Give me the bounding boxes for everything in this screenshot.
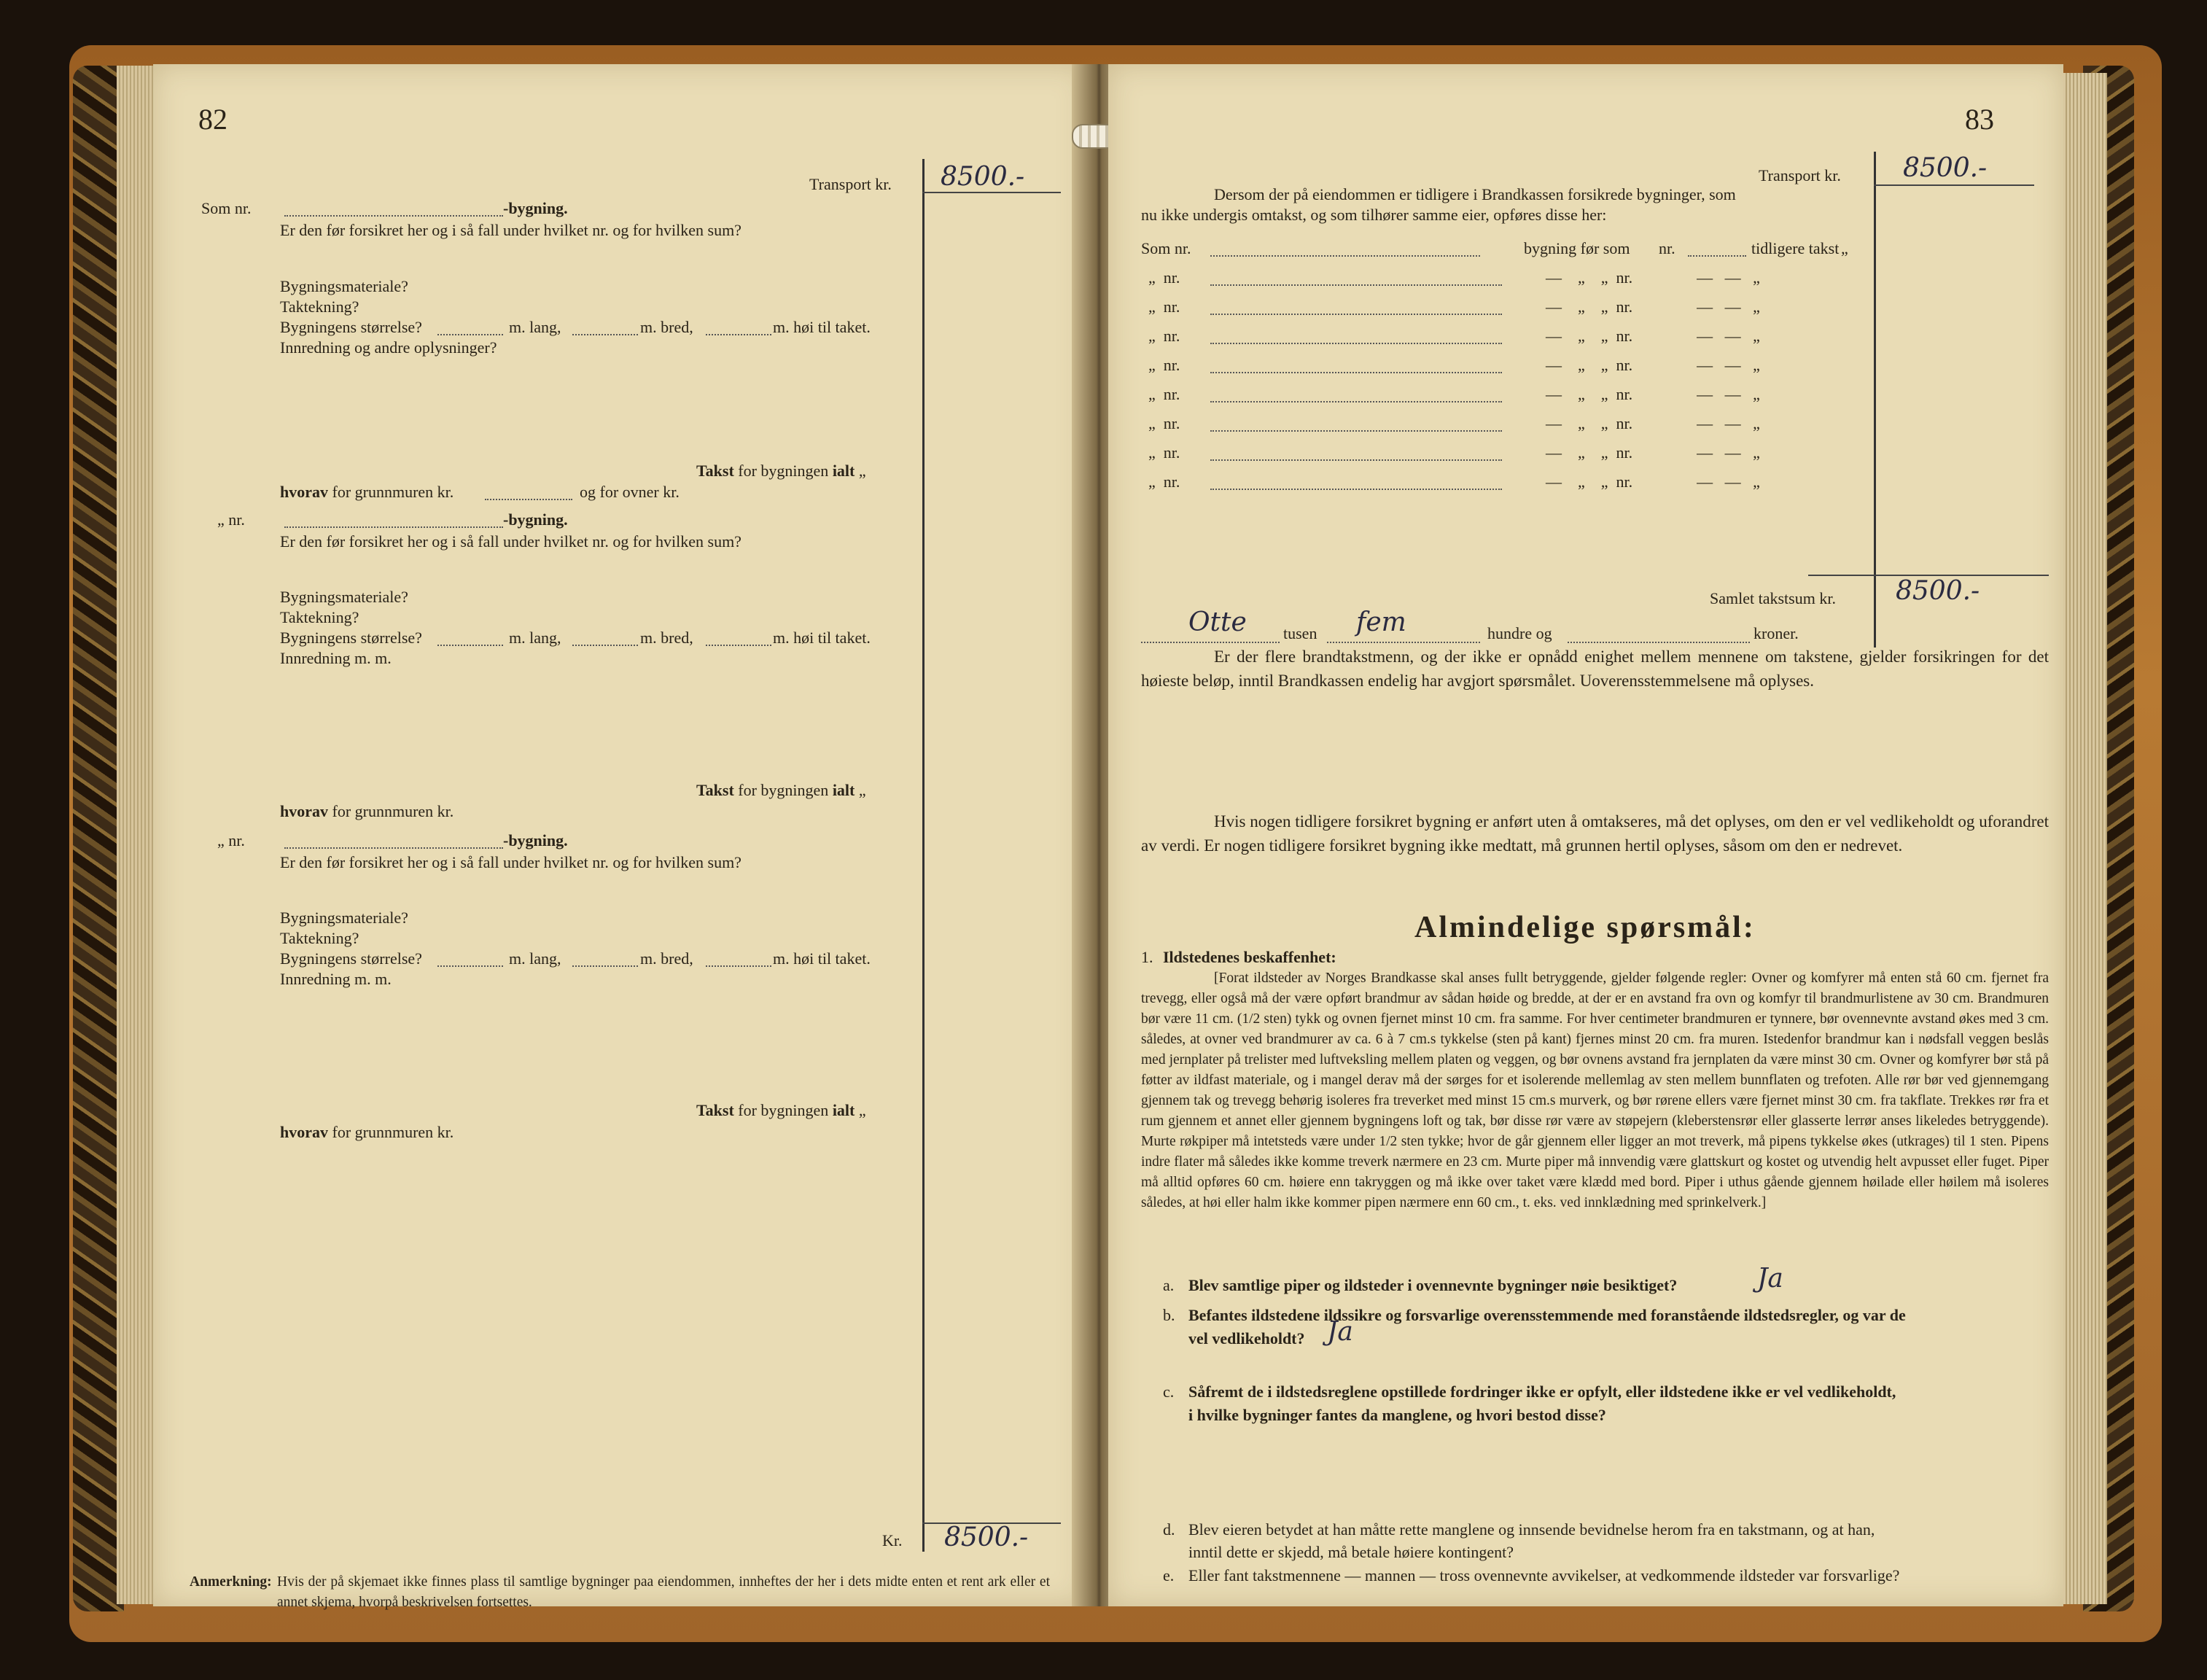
- takst-line: Takst for bygningen ialt „: [696, 781, 866, 799]
- qc-question-line1: Såfremt de i ildstedsreglene opstillede fordringer ikke er opfylt, eller ildstedene ikke er vel vedlikeholdt,: [1188, 1382, 1896, 1401]
- transport-value: 8500.-: [1903, 153, 1988, 183]
- table-row-tail: — „ „ nr. — — „: [1546, 268, 1760, 287]
- intro-line-2: nu ikke undergis omtakst, og som tilhører samme eier, opføres disse her:: [1141, 206, 1607, 224]
- innredning-label: Innredning m. m.: [280, 649, 392, 667]
- table-row: „ nr.: [1148, 472, 1180, 491]
- amount-column-rule: [1874, 152, 1876, 648]
- samlet-value: 8500.-: [1896, 576, 1980, 606]
- dotted-field: [437, 643, 503, 646]
- dotted-field: [1210, 458, 1502, 461]
- forsikret-question: Er den før forsikret her og i så fall under hvilket nr. og for hvilken sum?: [280, 221, 741, 239]
- bygning-label: -bygning.: [503, 831, 568, 849]
- dotted-field: [1210, 254, 1480, 257]
- transport-label: Transport kr.: [1759, 166, 1841, 184]
- qe-question: Eller fant takstmennene — mannen — tross ovennevnte avvikelser, at vedkommende ildsteder var forsvarlige?: [1188, 1566, 1900, 1584]
- som-nr-label: Som nr.: [201, 199, 252, 217]
- hvorav-line: hvorav for grunnmuren kr.: [280, 1123, 454, 1141]
- taktekning-label: Taktekning?: [280, 929, 359, 947]
- dotted-field: [572, 964, 638, 967]
- dotted-field: [284, 525, 503, 528]
- dotted-field: [437, 332, 503, 335]
- table-bygning-for: bygning før som: [1524, 239, 1630, 257]
- storrelse-label: Bygningens størrelse?: [280, 629, 422, 647]
- table-row-tail: — „ „ nr. — — „: [1546, 414, 1760, 432]
- page-number-left: 82: [198, 103, 227, 136]
- dotted-field: [1210, 487, 1502, 490]
- amount-column-rule: [922, 159, 925, 1552]
- anmerkning-label: Anmerkning:: [190, 1574, 272, 1590]
- hvorav-line: hvorav for grunnmuren kr.: [280, 483, 454, 501]
- dotted-field: [1568, 640, 1750, 643]
- q1-number: 1.: [1141, 948, 1153, 966]
- lang-label: m. lang,: [509, 949, 561, 968]
- materiale-label: Bygningsmateriale?: [280, 909, 408, 927]
- dotted-field: [1210, 400, 1502, 402]
- qd-question-line1: Blev eieren betydet at han måtte rette manglene og innsende bevidnelse herom fra en takstmann, og at han,: [1188, 1520, 1875, 1539]
- table-row: „ nr.: [1148, 414, 1180, 432]
- dotted-field: [485, 497, 572, 500]
- som-nr-label: „ nr.: [217, 510, 245, 529]
- dotted-field: [706, 964, 771, 967]
- handwritten-thousands: Otte: [1188, 607, 1247, 637]
- dotted-field: [437, 964, 503, 967]
- dotted-field: [1688, 254, 1746, 257]
- q1-title: Ildstedenes beskaffenhet:: [1163, 948, 1336, 966]
- dotted-field: [1327, 640, 1480, 643]
- ovner-label: og for ovner kr.: [580, 483, 680, 501]
- innredning-label: Innredning og andre oplysninger?: [280, 338, 497, 357]
- materiale-label: Bygningsmateriale?: [280, 588, 408, 606]
- bred-label: m. bred,: [640, 949, 693, 968]
- dotted-field: [1210, 429, 1502, 432]
- dotted-field: [284, 846, 503, 849]
- table-row-tail: — „ „ nr. — — „: [1546, 443, 1760, 462]
- paragraph-flere-takstmenn: Er der flere brandtakstmenn, og der ikke er opnådd enighet mellem mennene om takstene, gjelder forsikringen for det høieste beløp, inntil Brandkassen endelig har avgjort spørsmålet. Uoverensstemmelsene må oplyses.: [1141, 648, 2049, 690]
- table-row: „ nr.: [1148, 443, 1180, 462]
- qd-question-line2: inntil dette er skjedd, må betale høiere kontingent?: [1188, 1543, 1514, 1561]
- q1-rules-text: [Forat ildsteder av Norges Brandkasse skal anses fullt betryggende, gjelder følgende regler: Ovner og komfyrer må enten stå 60 cm. fjernet fra trevegg, eller også må der være opført brandmur av sådan høide og bredde, at der er en avstand fra ovn og komfyr til brandmurlistene av 30 cm. Brandmuren bør være 11 cm. (1/2 sten) tykk og ovnen fjernet minst 10 cm. fra samme. For hver centimeter brandmuren er tynnere, bør ovennevnte avstand økes med 3 cm. således, at ovner ved brandmurer av ca. 6 à 7 cm.s tykkelse (sten på kant) fjernes minst 20 cm. fra muren. Istedenfor brandmur kan i nødsfall veggen beslås med jernplater på trelister med luftveksling mellem platen og veggen, og bør ovnens avstand fra jernplaten da være minst 30 cm. Ovner og komfyrer bør stå på føtter av ildfast materiale, og i mangel derav må der sørges for et isolerende mellemlag av sten mellem bunnflaten og trefoten. Alle rør bør ved gjennemgang gjennem tak og trevegg behørig isoleres fra treverket med minst 15 cm.s murverk, og bør rørene ellers være fjernet minst 30 cm. fra takflate. Trekkes rør fra et rum gjennem et annet eller gjennem bygningens loft og tak, bør disse rør være av støpejern (kleberstensrør eller glasserte lerrør anses likeledes betryggende). Murte røkpiper må intetsteds være under 1/2 sten tykke; hvor de går gjennem eller ligger an mot treverk, må pipens tykkelse økes (utkrages) til 1 sten. Pipens indre flater må således ikke komme treverk nærmere en 23 cm. Murte piper må innvendig være glattskurt og kostet og utvendig helt avpusset eller fuget. Piper må alltid opføres 60 cm. høiere enn takryggen og må ikke over taket være klædd med bord. Piper i uthus gående gjennem høilade eller høilem må isoleres således, at høi eller halm ikke kommer pipen nærmere enn 60 cm., t. eks. ved innklædning med sprinkelverk.]: [1141, 971, 2049, 1210]
- transport-value: 8500.-: [941, 162, 1025, 192]
- table-nr: nr.: [1659, 239, 1675, 257]
- lang-label: m. lang,: [509, 318, 561, 336]
- lang-label: m. lang,: [509, 629, 561, 647]
- bygning-label: -bygning.: [503, 510, 568, 529]
- table-row-tail: — „ „ nr. — — „: [1546, 327, 1760, 345]
- table-row-tail: — „ „ nr. — — „: [1546, 472, 1760, 491]
- qb-letter: b.: [1163, 1306, 1175, 1324]
- table-row: „ nr.: [1148, 385, 1180, 403]
- takst-line: Takst for bygningen ialt „: [696, 462, 866, 480]
- hoi-label: m. høi til taket.: [773, 629, 871, 647]
- dotted-field: [572, 643, 638, 646]
- table-som-nr: Som nr.: [1141, 239, 1191, 257]
- taktekning-label: Taktekning?: [280, 298, 359, 316]
- transport-label: Transport kr.: [809, 175, 892, 193]
- forsikret-question: Er den før forsikret her og i så fall under hvilket nr. og for hvilken sum?: [280, 532, 741, 551]
- materiale-label: Bygningsmateriale?: [280, 277, 408, 295]
- dotted-field: [1210, 283, 1502, 286]
- table-quote: „: [1841, 239, 1848, 257]
- transport-rule: [1874, 184, 2034, 186]
- qd-letter: d.: [1163, 1520, 1175, 1539]
- qe-letter: e.: [1163, 1566, 1175, 1584]
- right-page: [1108, 64, 2063, 1606]
- hvorav-line: hvorav for grunnmuren kr.: [280, 802, 454, 820]
- storrelse-label: Bygningens størrelse?: [280, 949, 422, 968]
- dotted-field: [1210, 370, 1502, 373]
- som-nr-label: „ nr.: [217, 831, 245, 849]
- paragraph-hvis-nogen: Hvis nogen tidligere forsikret bygning er anført uten å omtakseres, må det oplyses, om den er vel vedlikeholdt og uforandret av verdi. Er nogen tidligere forsikret bygning ikke medtatt, må grunnen hertil oplyses, såsom om den er nedrevet.: [1141, 812, 2049, 855]
- table-row: „ nr.: [1148, 327, 1180, 345]
- dotted-field: [284, 214, 503, 217]
- handwritten-hundreds: fem: [1356, 607, 1406, 637]
- table-row: „ nr.: [1148, 298, 1180, 316]
- left-page: [153, 64, 1086, 1610]
- dotted-field: [706, 643, 771, 646]
- taktekning-label: Taktekning?: [280, 608, 359, 626]
- anmerkning-text: Hvis der på skjemaet ikke finnes plass til samtlige bygninger paa eiendommen, innheftes der her i dets midte enten et rent ark eller et annet skjema, hvorpå beskrivelsen fortsettes.: [277, 1574, 1050, 1610]
- hoi-label: m. høi til taket.: [773, 949, 871, 968]
- takst-line: Takst for bygningen ialt „: [696, 1101, 866, 1119]
- table-row: „ nr.: [1148, 268, 1180, 287]
- table-row-tail: — „ „ nr. — — „: [1546, 385, 1760, 403]
- bred-label: m. bred,: [640, 318, 693, 336]
- hundre-og-label: hundre og: [1487, 624, 1552, 642]
- page-number-right: 83: [1965, 103, 1994, 136]
- forsikret-question: Er den før forsikret her og i så fall under hvilket nr. og for hvilken sum?: [280, 853, 741, 871]
- table-row-tail: — „ „ nr. — — „: [1546, 298, 1760, 316]
- transport-rule: [922, 192, 1061, 193]
- qa-letter: a.: [1163, 1276, 1175, 1294]
- qb-question-line1: Befantes ildstedene ildssikre og forsvarlige overensstemmende med foranstående ildstedsregler, og var de: [1188, 1306, 1906, 1324]
- kr-value: 8500.-: [944, 1522, 1029, 1552]
- qb-question-line2: vel vedlikeholdt?: [1188, 1329, 1305, 1348]
- qb-handwritten-answer: Ja: [1327, 1317, 1353, 1347]
- qc-question-line2: i hvilke bygninger fantes da manglene, og hvori bestod disse?: [1188, 1406, 1606, 1424]
- dotted-field: [1210, 312, 1502, 315]
- qc-letter: c.: [1163, 1382, 1175, 1401]
- bred-label: m. bred,: [640, 629, 693, 647]
- samlet-label: Samlet takstsum kr.: [1710, 589, 1836, 607]
- section-heading: Almindelige spørsmål:: [1414, 911, 1756, 944]
- dotted-field: [1210, 341, 1502, 344]
- storrelse-label: Bygningens størrelse?: [280, 318, 422, 336]
- page-stack-right: [2056, 73, 2107, 1604]
- tusen-label: tusen: [1283, 624, 1317, 642]
- qa-question: Blev samtlige piper og ildsteder i ovennevnte bygninger nøie besiktiget?: [1188, 1276, 1678, 1294]
- table-row: „ nr.: [1148, 356, 1180, 374]
- hoi-label: m. høi til taket.: [773, 318, 871, 336]
- qa-handwritten-answer: Ja: [1757, 1264, 1783, 1294]
- table-tidligere-takst: tidligere takst: [1751, 239, 1840, 257]
- dotted-field: [1141, 640, 1280, 643]
- intro-line-1: Dersom der på eiendommen er tidligere i Brandkassen forsikrede bygninger, som: [1214, 185, 1736, 203]
- kroner-label: kroner.: [1753, 624, 1799, 642]
- table-row-tail: — „ „ nr. — — „: [1546, 356, 1760, 374]
- dotted-field: [706, 332, 771, 335]
- kr-label: Kr.: [882, 1531, 903, 1549]
- innredning-label: Innredning m. m.: [280, 970, 392, 988]
- dotted-field: [572, 332, 638, 335]
- bygning-label: -bygning.: [503, 199, 568, 217]
